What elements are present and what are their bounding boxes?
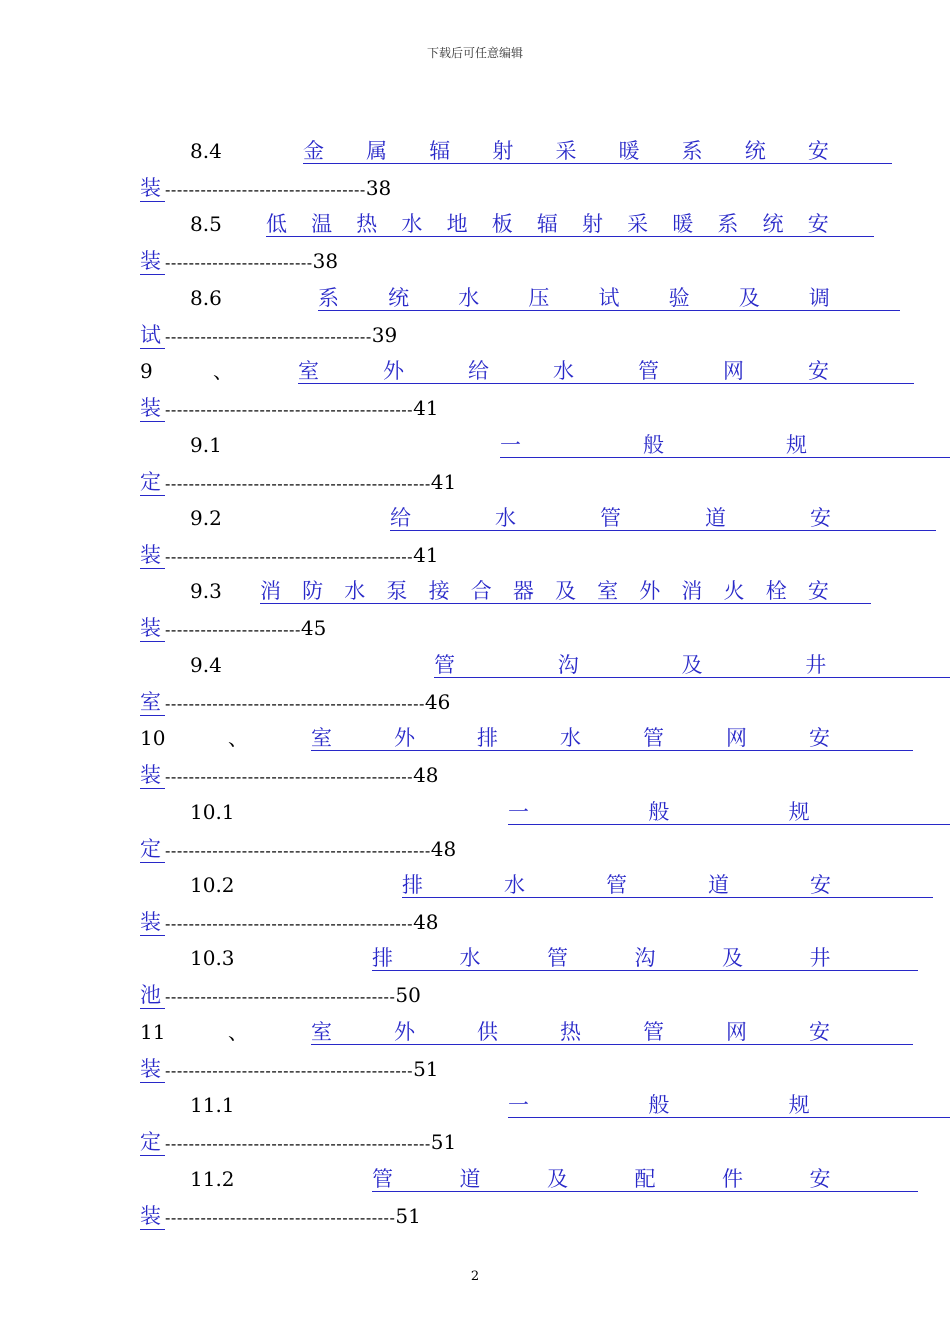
toc-entry[interactable] (0, 1019, 950, 1093)
toc-leader-dashes: --------------------------------------------- (165, 473, 431, 493)
toc-leader-dashes: ------------------------- (165, 253, 313, 273)
toc-entry-title-tail[interactable]: 定 (140, 470, 165, 496)
toc-page-number: 46 (424, 689, 451, 714)
toc-page-number: 41 (413, 543, 439, 567)
toc-entry-separator: 、 (213, 359, 233, 384)
toc-entry-title-link[interactable]: 室 外 排 水 管 网 安 (311, 725, 913, 751)
toc-page-number: 38 (312, 249, 339, 274)
toc-entry-number: 9.4 (190, 652, 222, 677)
toc-leader-dashes: ------------------------------------------ (165, 547, 414, 566)
toc-entry-title-link[interactable]: 管 道 及 配 件 安 (372, 1166, 918, 1192)
toc-entry-title-tail[interactable]: 装 (140, 396, 165, 422)
toc-leader-dashes: ------------------------------------------ (165, 914, 414, 933)
toc-entry[interactable] (0, 578, 950, 652)
toc-entry-title-link[interactable]: 室 外 给 水 管 网 安 (298, 358, 914, 384)
toc-entry-leader-line[interactable] (140, 982, 421, 1008)
toc-leader-dashes: ------------------------------------------ (165, 1060, 414, 1080)
toc-entry-title-link[interactable]: 排 水 管 沟 及 井 (372, 945, 918, 971)
toc-page-number: 51 (413, 1056, 439, 1081)
toc-entry-title-tail[interactable]: 装 (140, 176, 165, 202)
toc-page-number: 50 (395, 983, 421, 1008)
toc-page-number: 39 (371, 322, 398, 347)
toc-leader-dashes: ------------------------------------------ (165, 767, 414, 787)
toc-page-number: 45 (300, 616, 327, 641)
toc-entry-number: 11.2 (190, 1166, 235, 1191)
toc-page-number: 41 (413, 396, 439, 421)
toc-entry-number: 9.2 (190, 506, 222, 530)
toc-entry[interactable] (0, 652, 950, 726)
toc-entry-number: 8.4 (190, 139, 222, 163)
toc-entry-title-tail[interactable]: 池 (140, 983, 165, 1009)
toc-page-number: 48 (430, 836, 457, 861)
toc-leader-dashes: ------------------------------------------ (165, 400, 414, 420)
toc-entry-title-link[interactable]: 系 统 水 压 试 验 及 调 (318, 285, 900, 311)
toc-page-number: 48 (413, 763, 439, 788)
toc-entry[interactable] (0, 872, 950, 946)
toc-entry-leader-line[interactable] (140, 248, 338, 274)
toc-entry-title-link[interactable]: 低 温 热 水 地 板 辐 射 采 暖 系 统 安 (266, 211, 874, 237)
toc-entry-leader-line[interactable] (140, 469, 456, 495)
toc-entry-title-tail[interactable]: 试 (140, 323, 165, 349)
toc-leader-dashes: -------------------------------------------- (165, 693, 425, 713)
toc-entry[interactable] (0, 799, 950, 873)
toc-entry-title-tail[interactable]: 定 (140, 1130, 165, 1156)
toc-entry-title-tail[interactable]: 装 (140, 1204, 165, 1230)
toc-entry-title-tail[interactable]: 装 (140, 616, 165, 642)
toc-entry[interactable] (0, 1166, 950, 1240)
toc-entry-separator: 、 (228, 1019, 248, 1044)
toc-entry[interactable] (0, 725, 950, 799)
toc-entry-number: 9.1 (190, 432, 222, 457)
toc-entry[interactable] (0, 1092, 950, 1166)
toc-entry-number: 11 (140, 1019, 166, 1044)
toc-entry-leader-line[interactable] (140, 542, 439, 568)
toc-entry-number: 8.6 (190, 285, 222, 310)
toc-entry-leader-line[interactable] (140, 1056, 439, 1082)
toc-page-number: 38 (365, 176, 392, 200)
toc-entry-title-link[interactable]: 消 防 水 泵 接 合 器 及 室 外 消 火 栓 安 (260, 578, 871, 604)
toc-entry-leader-line[interactable] (140, 762, 439, 788)
toc-page-number: 48 (413, 910, 439, 934)
toc-leader-dashes: ---------------------------------- (165, 180, 366, 199)
toc-leader-dashes: --------------------------------------- (165, 1207, 396, 1227)
toc-entry-title-link[interactable]: 一 般 规 (508, 799, 950, 825)
toc-entry-number: 10.3 (190, 946, 235, 971)
toc-entry-number: 10.1 (190, 799, 235, 824)
toc-entry-title-tail[interactable]: 装 (140, 543, 165, 569)
toc-entry-title-tail[interactable]: 装 (140, 910, 165, 936)
toc-entry-title-link[interactable]: 一 般 规 (508, 1092, 950, 1118)
toc-entry-leader-line[interactable] (140, 395, 439, 421)
toc-entry-leader-line[interactable] (140, 322, 397, 348)
toc-entry-number: 10 (140, 726, 166, 751)
toc-entry-number: 10.2 (190, 873, 235, 897)
toc-entry-number: 8.5 (190, 212, 222, 237)
toc-entry-leader-line[interactable] (140, 836, 456, 862)
toc-entry-leader-line[interactable] (140, 615, 326, 641)
toc-entry-title-tail[interactable]: 装 (140, 1057, 165, 1083)
toc-page-number: 51 (395, 1203, 421, 1228)
toc-entry-title-link[interactable]: 给 水 管 道 安 (390, 505, 936, 531)
toc-entry-title-link[interactable]: 室 外 供 热 管 网 安 (311, 1019, 913, 1045)
toc-entry-title-tail[interactable]: 装 (140, 249, 165, 275)
toc-entry-title-link[interactable]: 管 沟 及 井 (434, 652, 950, 678)
toc-entry-separator: 、 (228, 726, 248, 751)
toc-leader-dashes: --------------------------------------- (165, 987, 396, 1007)
page-header: 下载后可任意编辑 (426, 46, 523, 60)
toc-entry-leader-line[interactable] (140, 689, 450, 715)
toc-entry-leader-line[interactable] (140, 909, 439, 935)
toc-entry-title-tail[interactable]: 定 (140, 837, 165, 863)
toc-leader-dashes: --------------------------------------------- (165, 1134, 431, 1154)
page-number: 2 (470, 1269, 480, 1284)
toc-leader-dashes: ----------------------------------- (165, 326, 372, 346)
toc-leader-dashes: --------------------------------------------- (165, 840, 431, 860)
toc-entry-number: 9.3 (190, 579, 222, 604)
toc-entry[interactable] (0, 211, 950, 285)
toc-entry-title-link[interactable]: 一 般 规 (500, 432, 950, 458)
toc-entry[interactable] (0, 432, 950, 506)
toc-entry-number: 11.1 (190, 1093, 235, 1118)
toc-entry[interactable] (0, 945, 950, 1019)
toc-leader-dashes: ----------------------- (165, 620, 301, 640)
toc-entry[interactable] (0, 358, 950, 432)
toc-entry-leader-line[interactable] (140, 1203, 421, 1229)
toc-entry-title-tail[interactable]: 装 (140, 763, 165, 789)
toc-entry-title-link[interactable]: 排 水 管 道 安 (402, 872, 933, 898)
toc-entry-leader-line[interactable] (140, 1129, 456, 1155)
toc-entry-number: 9 (140, 359, 153, 384)
toc-page-number: 51 (430, 1130, 457, 1155)
toc-entry-title-tail[interactable]: 室 (140, 690, 165, 716)
toc-entry-title-link[interactable]: 金 属 辐 射 采 暖 系 统 安 (303, 138, 892, 164)
toc-entry[interactable] (0, 505, 950, 579)
toc-entry[interactable] (0, 138, 950, 212)
toc-page-number: 41 (430, 469, 457, 494)
toc-entry-leader-line[interactable] (140, 175, 391, 201)
toc-entry[interactable] (0, 285, 950, 359)
